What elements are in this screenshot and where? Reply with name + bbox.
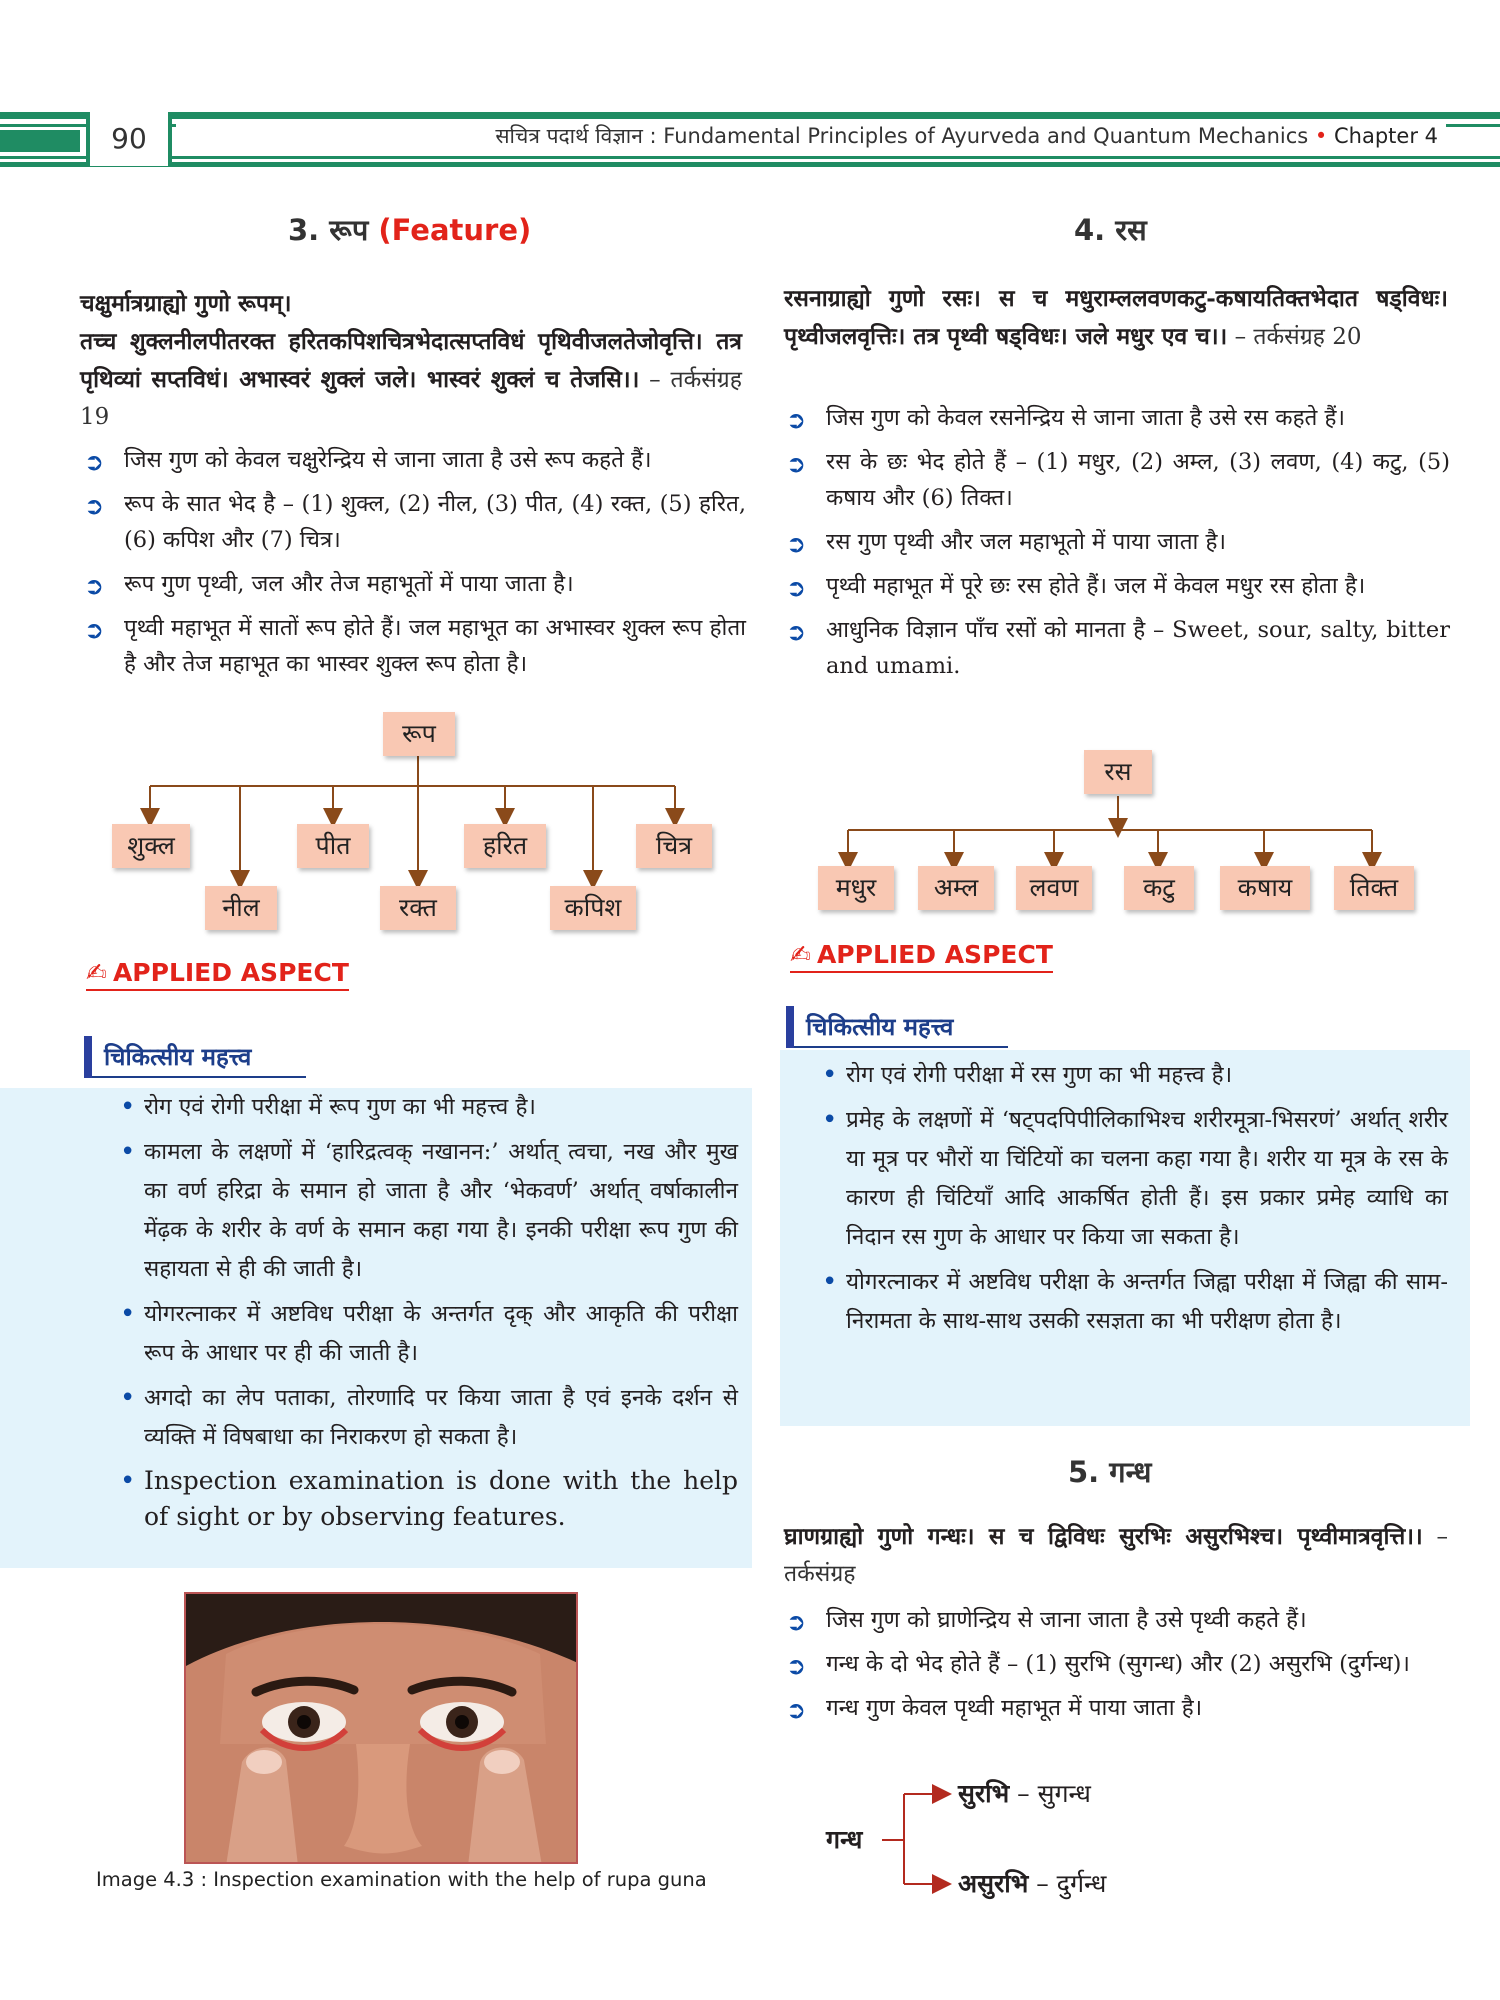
list-item: ➲ रूप के सात भेद है – (1) शुक्ल, (2) नील, (3) पीत, (4) रक्त, (5) हरित, (6) कपिश और (7) चित्र। bbox=[84, 486, 746, 558]
tree-node: मधुर bbox=[818, 866, 894, 910]
tree-node: पीत bbox=[297, 824, 369, 868]
tree-node: तिक्त bbox=[1334, 866, 1414, 910]
list-item: • अगदो का लेप पताका, तोरणादि पर किया जाता है एवं इनके दर्शन से व्यक्ति में विषबाधा का निराकरण हो सकता है। bbox=[120, 1379, 738, 1457]
book-title: सचित्र पदार्थ विज्ञान : Fundamental Principles of Ayurveda and Quantum Mechanics bbox=[495, 124, 1309, 148]
applied-aspect-right: ✍ APPLIED ASPECT bbox=[790, 940, 1053, 973]
arrow-bullet-icon: ➲ bbox=[786, 1696, 807, 1724]
rupa-verse-line2: तच्च शुक्लनीलपीतरक्त हरितकपिशचित्रभेदात्सप्तविधं पृथिवीजलतेजोवृत्ति। तत्र पृथिव्यां सप्तविधं। अभास्वरं शुक्लं जले। भास्वरं शुक्लं च तेजसि।। bbox=[80, 328, 742, 393]
header-separator: • bbox=[1314, 124, 1328, 148]
list-item: ➲ पृथ्वी महाभूत में पूरे छः रस होते हैं। जल में केवल मधुर रस होता है। bbox=[786, 568, 1450, 604]
tree-root-rupa: रूप bbox=[383, 712, 455, 756]
tree-node: नील bbox=[205, 886, 277, 930]
rasa-verse-ref: – तर्कसंग्रह 20 bbox=[1227, 324, 1362, 350]
arrow-bullet-icon: ➲ bbox=[84, 492, 105, 520]
rasa-heading: 4. रस bbox=[1074, 213, 1147, 247]
pen-icon: ✍ bbox=[790, 940, 811, 969]
list-item: • योगरत्नाकर में अष्टविध परीक्षा के अन्तर्गत दृक् और आकृति की परीक्षा रूप के आधार पर ही की जाती है। bbox=[120, 1295, 738, 1373]
arrow-bullet-icon: ➲ bbox=[84, 616, 105, 644]
arrow-bullet-icon: ➲ bbox=[84, 448, 105, 476]
list-item: ➲ पृथ्वी महाभूत में सातों रूप होते हैं। जल महाभूत का अभास्वर शुक्ल रूप होता है और तेज महाभूत का भास्वर शुक्ल रूप होता है। bbox=[84, 610, 746, 682]
applied-aspect-left: ✍ APPLIED ASPECT bbox=[86, 958, 349, 991]
rasa-verse-text: रसनाग्राह्यो गुणो रसः। स च मधुराम्ललवणकटु-कषायतिक्तभेदात षड्विधः। पृथ्वीजलवृत्तिः। तत्र पृथ्वी षड्विधः। जले मधुर एव च।। bbox=[784, 285, 1448, 350]
arrow-bullet-icon: ➲ bbox=[786, 450, 807, 478]
rupa-chikitsa-title: चिकित्सीय महत्त्व bbox=[84, 1036, 251, 1078]
tree-node: चित्र bbox=[636, 824, 712, 868]
gandha-heading: 5. गन्ध bbox=[1068, 1455, 1152, 1489]
rupa-heading-english: (Feature) bbox=[378, 213, 532, 247]
arrow-bullet-icon: ➲ bbox=[786, 406, 807, 434]
page-number: 90 bbox=[111, 122, 147, 155]
list-item: • प्रमेह के लक्षणों में ‘षट्पदपिपीलिकाभिश्च शरीरमूत्रा-भिसरणं’ अर्थात् शरीर या मूत्र पर भौरों या चिंटियों का चलना कहा गया है। शरीर या मूत्र के रस के कारण ही चिंटियाँ आदि आकर्षित होती हैं। इस प्रकार प्रमेह व्याधि का निदान रस गुण के आधार पर किया जा सकता है। bbox=[822, 1101, 1448, 1257]
tree-node: हरित bbox=[464, 824, 546, 868]
list-item: • रोग एवं रोगी परीक्षा में रस गुण का भी महत्त्व है। bbox=[822, 1056, 1448, 1095]
tree-root-rasa: रस bbox=[1084, 750, 1152, 794]
list-item: ➲ जिस गुण को घ्राणेन्द्रिय से जाना जाता है उसे पृथ्वी कहते हैं। bbox=[786, 1602, 1450, 1638]
arrow-bullet-icon: ➲ bbox=[786, 618, 807, 646]
list-item: ➲ रूप गुण पृथ्वी, जल और तेज महाभूतों में पाया जाता है। bbox=[84, 566, 746, 602]
pen-icon: ✍ bbox=[86, 958, 107, 987]
tree-node: रक्त bbox=[380, 886, 456, 930]
arrow-bullet-icon: ➲ bbox=[786, 1652, 807, 1680]
rupa-verse-ref: – तर्कसंग्रह 19 bbox=[80, 367, 742, 430]
tree-node: लवण bbox=[1016, 866, 1092, 910]
tree-node: शुक्ल bbox=[112, 824, 190, 868]
rupa-heading-hindi: 3. रूप bbox=[288, 213, 369, 247]
list-item: ➲ गन्ध के दो भेद होते हैं – (1) सुरभि (सुगन्ध) और (2) असुरभि (दुर्गन्ध)। bbox=[786, 1646, 1450, 1682]
arrow-bullet-icon: ➲ bbox=[786, 530, 807, 558]
gandha-verse-text: घ्राणग्राह्यो गुणो गन्धः। स च द्विविधः सुरभिः असुरभिश्च। पृथ्वीमात्रवृत्ति।। bbox=[784, 1523, 1423, 1550]
list-item: ➲ रस गुण पृथ्वी और जल महाभूतो में पाया जाता है। bbox=[786, 524, 1450, 560]
list-item: ➲ रस के छः भेद होते हैं – (1) मधुर, (2) अम्ल, (3) लवण, (4) कटु, (5) कषाय और (6) तिक्त। bbox=[786, 444, 1450, 516]
list-item: • कामला के लक्षणों में ‘हारिद्रत्वक् नखानन:’ अर्थात् त्वचा, नख और मुख का वर्ण हरिद्रा के समान हो जाता है और ‘भेकवर्ण’ अर्थात् वर्षाकालीन मेंढ़क के शरीर के वर्ण के समान कहा गया है। इनकी परीक्षा रूप गुण की सहायता से ही की जाती है। bbox=[120, 1133, 738, 1289]
tree-node: अम्ल bbox=[918, 866, 994, 910]
arrow-bullet-icon: ➲ bbox=[786, 574, 807, 602]
photo-caption: Image 4.3 : Inspection examination with the help of rupa guna bbox=[96, 1868, 707, 1891]
gandha-verse-ref: – तर्कसंग्रह bbox=[784, 1524, 1448, 1587]
list-item: ➲ आधुनिक विज्ञान पाँच रसों को मानता है – Sweet, sour, salty, bitter and umami. bbox=[786, 612, 1450, 684]
arrow-bullet-icon: ➲ bbox=[786, 1608, 807, 1636]
list-item: ➲ गन्ध गुण केवल पृथ्वी महाभूत में पाया जाता है। bbox=[786, 1690, 1450, 1726]
list-item: ➲ जिस गुण को केवल रसनेन्द्रिय से जाना जाता है उसे रस कहते हैं। bbox=[786, 400, 1450, 436]
rasa-chikitsa-title: चिकित्सीय महत्त्व bbox=[786, 1006, 953, 1048]
list-item: • योगरत्नाकर में अष्टविध परीक्षा के अन्तर्गत जिह्वा परीक्षा में जिह्वा की साम-निरामता के साथ-साथ उसकी रसज्ञता का भी परीक्षण होता है। bbox=[822, 1263, 1448, 1341]
chapter-label: Chapter 4 bbox=[1334, 124, 1438, 148]
gandha-branch-surabhi: सुरभि – सुगन्ध bbox=[958, 1779, 1091, 1808]
tree-node: कपिश bbox=[550, 886, 636, 930]
gandha-root: गन्ध bbox=[826, 1825, 863, 1854]
rupa-verse-line1: चक्षुर्मात्रग्राह्यो गुणो रूपम्। bbox=[80, 290, 292, 317]
list-item: ➲ जिस गुण को केवल चक्षुरेन्द्रिय से जाना जाता है उसे रूप कहते हैं। bbox=[84, 442, 746, 478]
list-item: • रोग एवं रोगी परीक्षा में रूप गुण का भी महत्त्व है। bbox=[120, 1088, 738, 1127]
tree-node: कषाय bbox=[1220, 866, 1310, 910]
gandha-branch-asurabhi: असुरभि – दुर्गन्ध bbox=[958, 1869, 1107, 1898]
list-item: • Inspection examination is done with the help of sight or by observing features. bbox=[120, 1463, 738, 1535]
arrow-bullet-icon: ➲ bbox=[84, 572, 105, 600]
tree-node: कटु bbox=[1124, 866, 1194, 910]
